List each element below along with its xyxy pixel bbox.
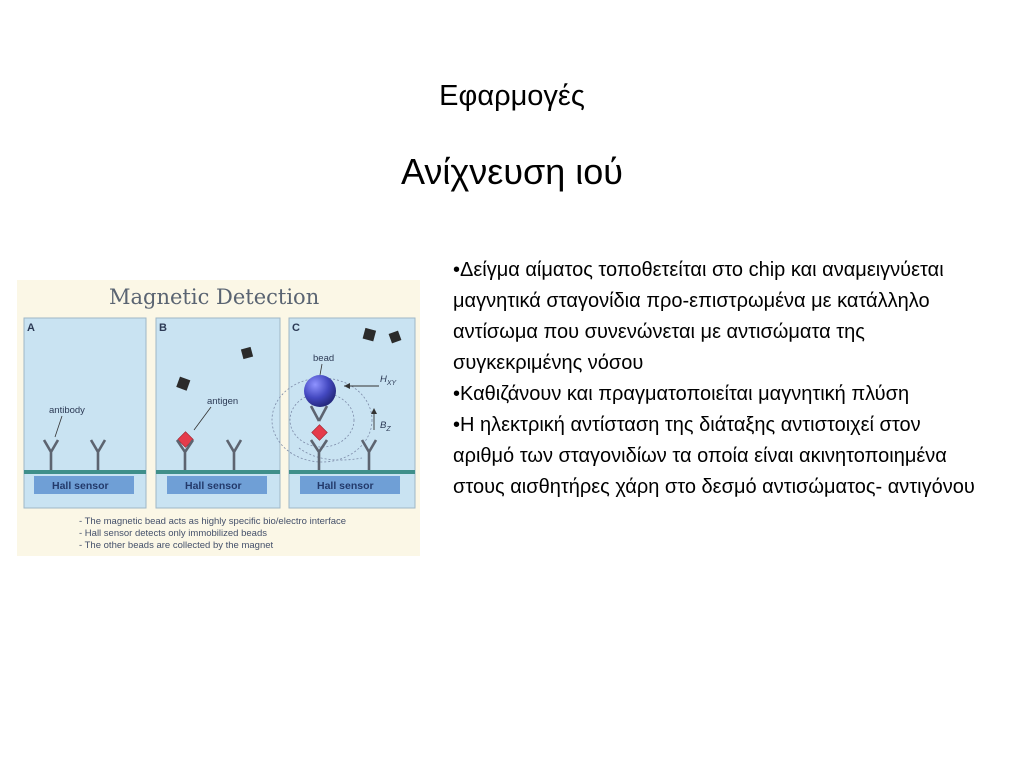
bz-label: $B_Z$ <box>380 420 391 433</box>
antibody-label: antibody <box>49 405 85 416</box>
hall-sensor-label-a: Hall sensor <box>52 480 109 492</box>
bead-label: bead <box>313 353 335 364</box>
magnetic-detection-figure <box>17 280 420 556</box>
panel-c <box>272 318 415 508</box>
hall-sensor-label-b: Hall sensor <box>185 480 242 492</box>
bullet-item-2: •Καθιζάνουν και πραγματοποιείται μαγνητική πλύση <box>453 383 910 405</box>
figure-note-2: - Hall sensor detects only immobilized beads <box>79 528 267 539</box>
antigen-label: antigen <box>207 396 239 407</box>
bullet-item-1: •Δείγμα αίματος τοποθετείται στο chip και αναμειγνύεται μαγνητικά σταγονίδια προ-επιστρωμένα με κατάλληλο αντίσωμα που συνενώνεται με αντισώματα της συγκεκριμένης νόσου <box>453 259 944 374</box>
hall-sensor-label-c: Hall sensor <box>317 480 374 492</box>
figure-note-1: - The magnetic bead acts as highly specific bio/electro interface <box>79 516 347 527</box>
panel-a <box>24 318 146 508</box>
slide-heading: Εφαρμογές <box>439 80 585 112</box>
hxy-label: $H_{XY}$ <box>380 374 397 387</box>
magnetic-bead-icon <box>304 375 336 407</box>
figure-note-3: - The other beads are collected by the magnet <box>79 540 274 551</box>
panel-letter-a: A <box>27 322 35 334</box>
figure-svg <box>17 280 420 556</box>
bullet-item-3: •Η ηλεκτρική αντίσταση της διάταξης αντιστοιχεί στον αριθμό των σταγονιδίων τα οποία είναι ακινητοποιημένα στους αισθητήρες χάρη στο δεσμό αντισώματος- αντιγόνου <box>453 414 975 498</box>
panel-b <box>156 318 280 508</box>
panel-letter-c: C <box>292 322 300 334</box>
bullet-list <box>453 255 983 503</box>
panel-letter-b: B <box>159 322 167 334</box>
figure-title: Magnetic Detection <box>109 285 320 309</box>
slide-title: Ανίχνευση ιού <box>401 151 623 192</box>
